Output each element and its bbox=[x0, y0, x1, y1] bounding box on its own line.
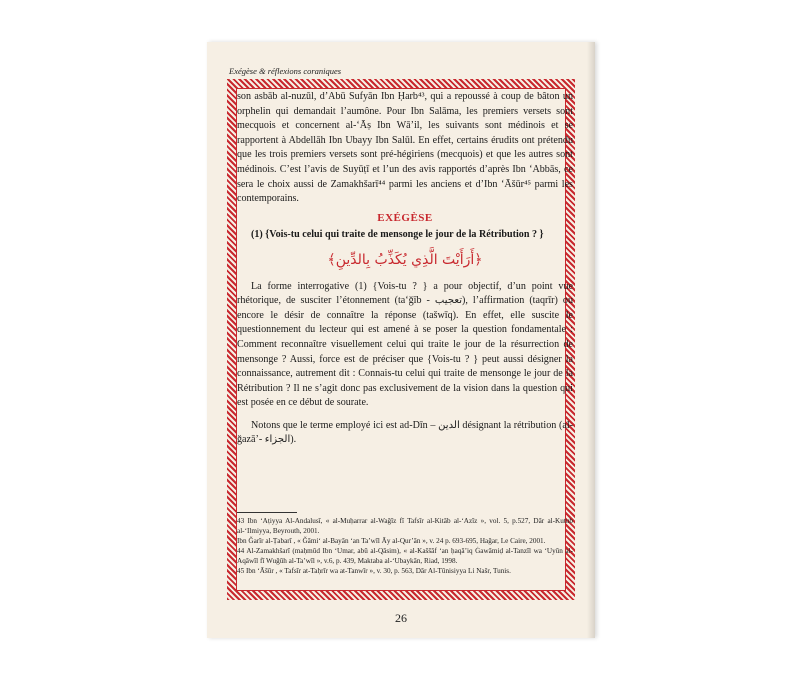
page-number: 26 bbox=[395, 611, 407, 625]
footnote-rule bbox=[237, 512, 297, 513]
footnote-43: 43 Ibn ‘Aṭiyya Al-Andalusī, « al-Muḥarrar al-Waǧīz fī Tafsīr al-Kitāb al-‘Azīz », vol. 5, p.527, Dār al-Kutub al-‘Ilmiyya, Beyrouth, 2001. bbox=[237, 517, 573, 535]
footnotes bbox=[237, 512, 573, 576]
footnote-43b: Ibn Ǧarīr al-Ṭabarī , « Ǧāmi‘ al-Bayān ‘an Ta’wīl Āy al-Qur’ān », v. 24 p. 693-695, Haǧar, Le Caire, 2001. bbox=[237, 537, 546, 545]
paragraph-ad-din: Notons que le terme employé ici est ad-Dīn – الدين désignant la rétribution (al-ğazā’- الجزاء). bbox=[237, 419, 573, 446]
paragraph-intro: son asbāb al-nuzūl, d’Abū Sufyān Ibn Ḥarb⁴³, qui a repoussé à coup de bâton un orphelin qui demandait l’aumône. Pour Ibn Salāma, les premiers versets sont mecquois et concernent al-‘Āṣ Ibn Wā’il, les suivants sont médinois et se rapportent à Abdellāh Ibn Ubayy Ibn Salūl. En effet, certains érudits ont prétendu que les trois premiers versets sont pré-hégiriens (mecquois) et que les autres sont médinois. C’est l’avis de Suyūṭī et l’un des avis rapportés d’après Ibn ‘Abbās, ce sera le choix aussi de Zamakhšarī⁴⁴ parmi les anciens et d’Ibn ‘Āšūr⁴⁵ parmi les contemporains. bbox=[237, 91, 573, 205]
footnote-44: 44 Al-Zamakhšarī (maḥmūd Ibn ‘Umar, abū al-Qāsim), « al-Kaššāf ‘an ḥaqā’iq Ġawāmiḍ al-Tanzīl wa ‘Uyūn al-Aqāwīl fī Wuǧūh al-Ta’wīl », v.6, p. 439, Maktaba al-‘Ubaykān, Riad, 1998. bbox=[237, 547, 573, 565]
running-head: Exégèse & réflexions coraniques bbox=[229, 66, 342, 76]
arabic-verse: ﴿أَرَأَيْتَ الَّذِي يُكَذِّبُ بِالدِّينِ﴾ bbox=[327, 251, 483, 268]
verse-question: (1) {Vois-tu celui qui traite de mensonge le jour de la Rétribution ? } bbox=[251, 229, 544, 241]
body-text bbox=[237, 90, 573, 448]
book-page bbox=[207, 42, 595, 638]
section-heading: EXÉGÈSE bbox=[377, 211, 433, 224]
paragraph-interrogative: La forme interrogative (1) {Vois-tu ? } a pour objectif, d’un point vue rhétorique, de susciter l’étonnement (ta‘ğīb - تعجيب), l’affirmation (taqrīr) ou encore le désir de connaître la réponse (tašwīq). En effet, elle suscite le questionnement du lecteur qui est amené à se poser la question fondamentale : Comment reconnaître visuellement celui qui traite le jour de la résurrection de mensonge ? Aussi, force est de préciser que {Vois-tu ? } peut aussi désigner la connaissance, autrement dit : Connais-tu celui qui traite de mensonge le jour de la Rétribution ? Il ne s’agit donc pas exclusivement de la vision dans la question qui est posée en ce début de sourate. bbox=[237, 280, 573, 409]
footnote-45: 45 Ibn ‘Āšūr , « Tafsīr at-Taḥrīr wa at-Tanwīr », v. 30, p. 563, Dār Al-Tūnisiyya Li Našr, Tunis. bbox=[237, 567, 511, 575]
